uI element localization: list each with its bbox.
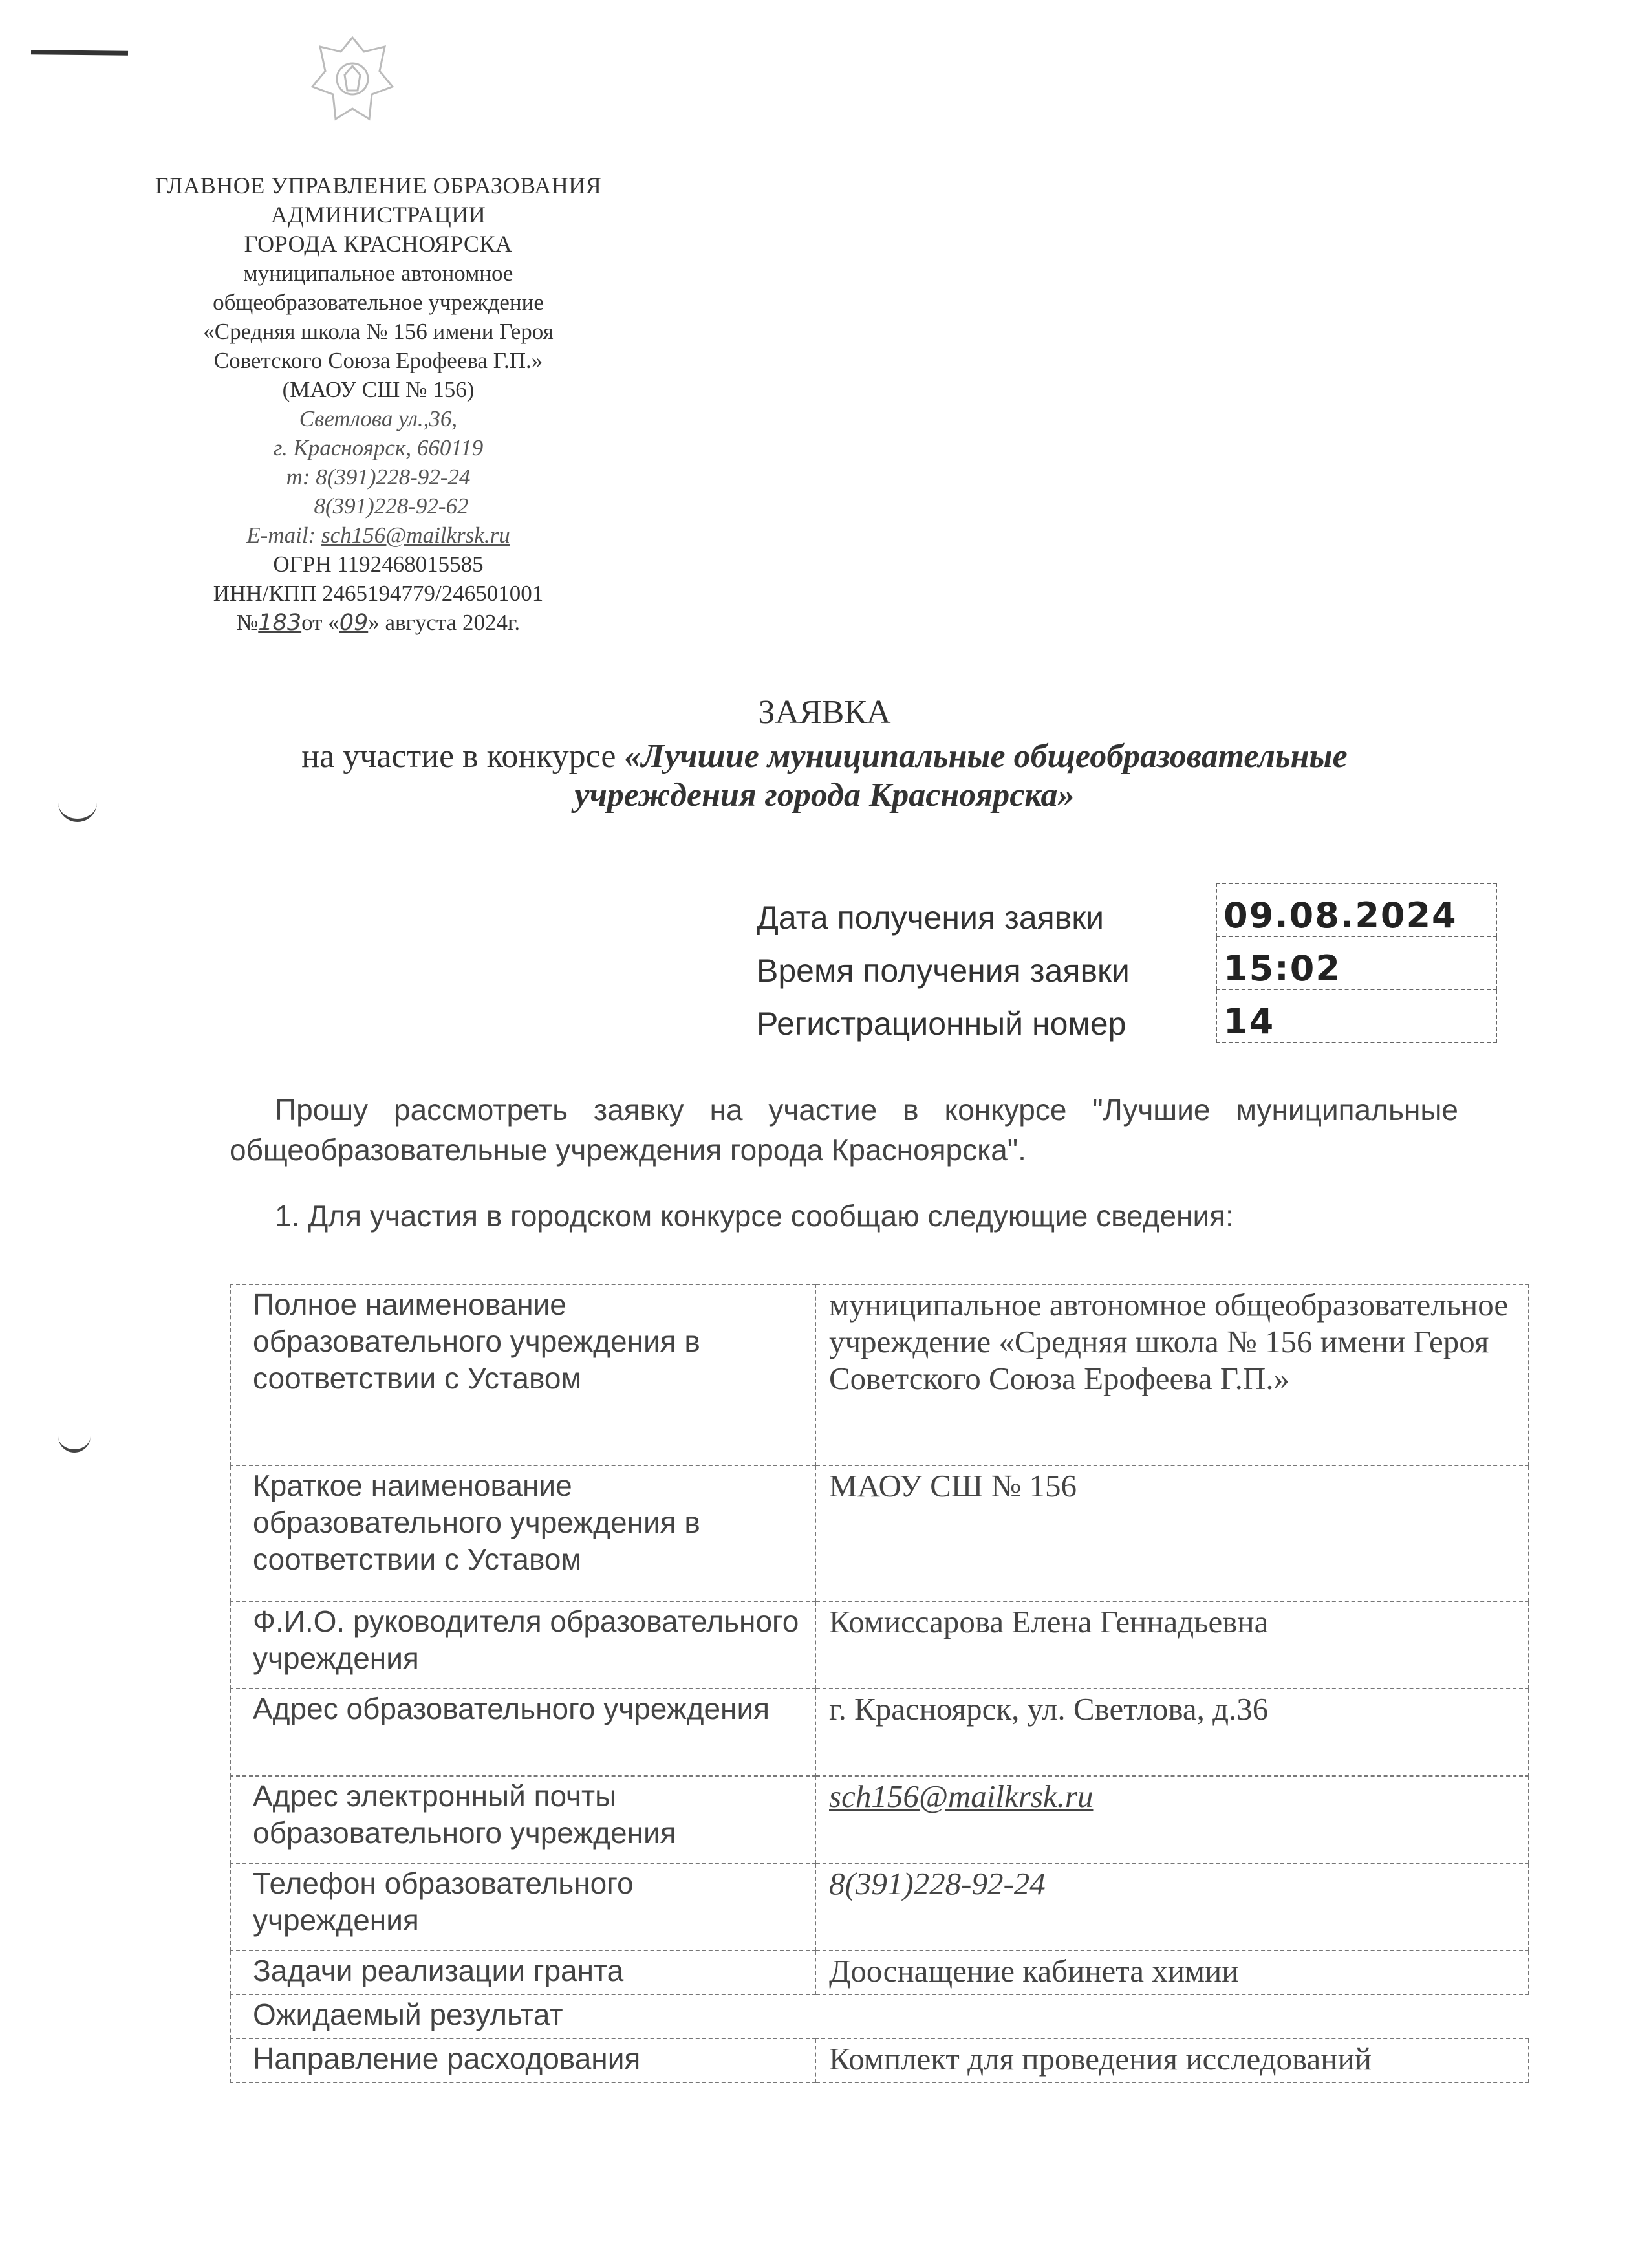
letterhead-line: общеобразовательное учреждение	[213, 290, 544, 315]
registration-label: Дата получения заявки	[757, 900, 1105, 936]
subtitle-contest: «Лучшие муниципальные общеобразовательные	[624, 738, 1348, 775]
table-row	[230, 1465, 1529, 1601]
letterhead-line: (МАОУ СШ № 156)	[282, 377, 475, 402]
letterhead-phone: 8(391)228-92-62	[314, 493, 469, 519]
letterhead-line: ГЛАВНОЕ УПРАВЛЕНИЕ ОБРАЗОВАНИЯ	[155, 173, 602, 199]
registration-label: Регистрационный номер	[757, 1006, 1126, 1042]
info-key: Полное наименование образовательного учреждения в соответствии с Уставом	[230, 1284, 815, 1465]
intro-item: 1. Для участия в городском конкурсе сообщаю следующие сведения:	[275, 1199, 1234, 1233]
info-value: Комплект для проведения исследований	[815, 2038, 1529, 2082]
info-key: Адрес образовательного учреждения	[230, 1689, 815, 1776]
ref-day: 09	[339, 610, 369, 636]
table-row	[757, 936, 1496, 989]
info-key: Краткое наименование образовательного учреждения в соответствии с Уставом	[230, 1465, 815, 1601]
table-row	[230, 1776, 1529, 1863]
ref-prefix: №	[236, 610, 259, 635]
letterhead-line: Советского Союза Ерофеева Г.П.»	[213, 348, 543, 373]
table-row	[230, 2038, 1529, 2082]
info-key: Направление расходования	[230, 2038, 815, 2082]
coat-of-arms-icon	[307, 32, 398, 129]
letterhead-address: Светлова ул.,36,	[299, 406, 458, 431]
punch-hole-mark	[58, 1432, 91, 1453]
table-row	[757, 989, 1496, 1042]
table-row	[230, 1284, 1529, 1465]
ref-number: 183	[258, 610, 302, 636]
info-key: Ожидаемый результат	[230, 1994, 1529, 2038]
registration-value: 09.08.2024	[1216, 883, 1496, 936]
info-value: МАОУ СШ № 156	[815, 1465, 1529, 1601]
registration-value: 14	[1216, 989, 1496, 1042]
letterhead-ogrn: ОГРН 1192468015585	[273, 552, 484, 577]
letterhead-reference	[97, 608, 660, 638]
subtitle-prefix: на участие в конкурсе	[301, 738, 625, 775]
email-value: sch156@mailkrsk.ru	[321, 523, 510, 548]
registration-label: Время получения заявки	[757, 953, 1130, 989]
document-title: ЗАЯВКА	[758, 694, 891, 731]
subtitle-contest-line2: учреждения города Красноярска»	[574, 777, 1075, 814]
table-row	[230, 1601, 1529, 1689]
table-row	[230, 1689, 1529, 1776]
info-value: муниципальное автономное общеобразовательное учреждение «Средняя школа № 156 имени Героя Советского Союза Ерофеева Г.П.»	[815, 1284, 1529, 1465]
info-value: г. Красноярск, ул. Светлова, д.36	[815, 1689, 1529, 1776]
table-row	[230, 1863, 1529, 1950]
scan-mark	[31, 50, 128, 56]
registration-table	[757, 883, 1497, 1043]
intro-paragraph: Прошу рассмотреть заявку на участие в конкурсе "Лучшие муниципальные общеобразовательные учреждения города Красноярска".	[230, 1093, 1458, 1167]
table-row	[230, 1950, 1529, 1994]
letterhead-inn: ИНН/КПП 2465194779/246501001	[213, 581, 544, 606]
ref-suffix: » августа 2024г.	[368, 610, 521, 635]
letterhead-line: «Средняя школа № 156 имени Героя	[203, 319, 554, 344]
letterhead	[97, 171, 660, 638]
info-value: sch156@mailkrsk.ru	[815, 1776, 1529, 1863]
info-key: Адрес электронный почты образовательного учреждения	[230, 1776, 815, 1863]
email-label: E-mail:	[246, 523, 316, 548]
table-row	[757, 883, 1496, 936]
table-row	[230, 1994, 1529, 2038]
letterhead-address: г. Красноярск, 660119	[273, 435, 484, 460]
document-subtitle	[0, 737, 1649, 776]
letterhead-email	[97, 521, 660, 550]
info-value: Дооснащение кабинета химии	[815, 1950, 1529, 1994]
info-key: Задачи реализации гранта	[230, 1950, 815, 1994]
letterhead-line: муниципальное автономное	[243, 261, 513, 286]
ref-from: от «	[301, 610, 339, 635]
info-key: Ф.И.О. руководителя образовательного учреждения	[230, 1601, 815, 1689]
letterhead-phone: т: 8(391)228-92-24	[286, 464, 471, 490]
intro-block	[230, 1090, 1458, 1236]
info-value: 8(391)228-92-24	[815, 1863, 1529, 1950]
document-subtitle-line2	[0, 776, 1649, 815]
letterhead-line: АДМИНИСТРАЦИИ	[270, 202, 486, 228]
info-key: Телефон образовательного учреждения	[230, 1863, 815, 1950]
info-value: Комиссарова Елена Геннадьевна	[815, 1601, 1529, 1689]
registration-value: 15:02	[1216, 936, 1496, 989]
letterhead-line: ГОРОДА КРАСНОЯРСКА	[244, 231, 513, 257]
info-table	[230, 1284, 1529, 2083]
